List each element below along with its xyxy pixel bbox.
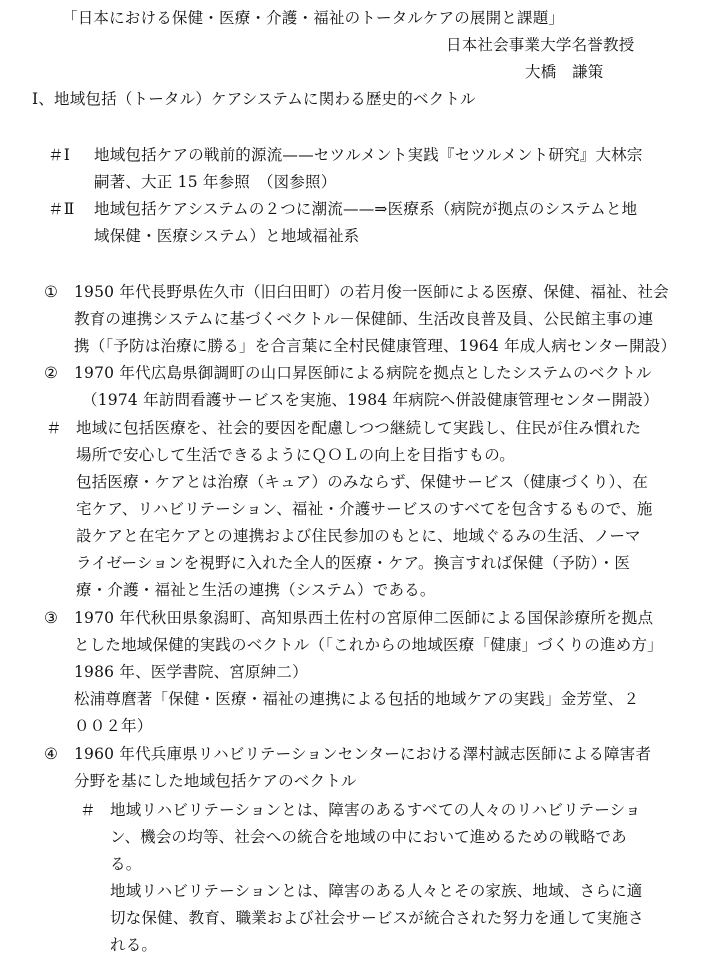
- document-title: 「日本における保健・医療・介護・福祉のトータルケアの展開と課題」: [62, 9, 565, 27]
- note-1-line: 地域に包括医療を、社会的要因を配慮しつつ継続して実践し、住民が住み慣れた: [76, 419, 642, 437]
- note-2-line: 切な保健、教育、職業および社会サービスが統合された努力を通して実施さ: [110, 909, 644, 927]
- section-heading: Ⅰ、地域包括（トータル）ケアシステムに関わる歴史的ベクトル: [32, 90, 476, 108]
- item-4-line: 分野を基にした地域包括ケアのベクトル: [74, 772, 357, 790]
- item-2-line: （1974 年訪問看護サービスを実施、1984 年病院へ併設健康管理センター開設）: [82, 391, 659, 409]
- item-1-line: 携（「予防は治療に勝る」を合言葉に全村民健康管理、1964 年成人病センター開設）: [74, 337, 677, 355]
- note-2-line: る。: [110, 855, 142, 873]
- sharp-item-2-line1: 地域包括ケアシステムの２つに潮流——⇒医療系（病院が拠点のシステムと地: [94, 200, 638, 218]
- item-1-mark: ①: [44, 283, 59, 301]
- note-1-line: 設ケアと在宅ケアとの連携および住民参加のもとに、地域ぐるみの生活、ノーマ: [76, 527, 641, 545]
- item-3-line: ００２年）: [74, 717, 153, 735]
- author-affiliation: 日本社会事業大学名誉教授: [446, 36, 635, 54]
- item-1-line: 1950 年代長野県佐久市（旧臼田町）の若月俊一医師による医療、保健、福祉、社会: [74, 283, 669, 301]
- item-2-line: 1970 年代広島県御調町の山口昇医師による病院を拠点としたシステムのベクトル: [74, 364, 652, 382]
- sharp-item-1-mark: ＃Ⅰ: [48, 146, 71, 164]
- item-4-mark: ④: [44, 745, 59, 763]
- note-1-line: 場所で安心して生活できるようにＱＯＬの向上を目指すもの。: [76, 446, 515, 464]
- item-3-line: 松浦尊麿著「保健・医療・福祉の連携による包括的地域ケアの実践」金芳堂、２: [74, 690, 640, 708]
- note-1-mark: ＃: [46, 419, 62, 437]
- note-2-line: ン、機会の均等、社会への統合を地域の中において進めるための戦略であ: [110, 828, 627, 846]
- note-2-line: 地域リハビリテーションとは、障害のある人々とその家族、地域、さらに適: [110, 882, 643, 900]
- note-1-line: 宅ケア、リハビリテーション、福祉・介護サービスのすべてを包含するもので、施: [76, 500, 653, 518]
- note-2-mark: ＃: [80, 801, 96, 819]
- item-4-line: 1960 年代兵庫県リハビリテーションセンターにおける澤村誠志医師による障害者: [74, 745, 652, 763]
- item-3-line: とした地域保健的実践のベクトル（「これからの地域医療「健康」づくりの進め方」: [74, 636, 663, 654]
- item-1-line: 教育の連携システムに基づくベクトル－保健師、生活改良普及員、公民館主事の連: [74, 310, 654, 328]
- sharp-item-1-line1: 地域包括ケアの戦前的源流——セツルメント実践『セツルメント研究』大林宗: [94, 146, 643, 164]
- sharp-item-2-line2: 域保健・医療システム）と地域福祉系: [94, 227, 360, 245]
- note-2-line: れる。: [110, 936, 158, 954]
- sharp-item-1-line2: 嗣著、大正 15 年参照 （図参照）: [94, 173, 337, 191]
- note-1-line: ライゼーションを視野に入れた全人的医療・ケア。換言すれば保健（予防）・医: [76, 554, 631, 572]
- sharp-item-2-mark: ＃Ⅱ: [48, 200, 75, 218]
- item-2-mark: ②: [44, 364, 59, 382]
- item-3-line: 1970 年代秋田県象潟町、高知県西土佐村の宮原伸二医師による国保診療所を拠点: [74, 609, 654, 627]
- item-3-mark: ③: [44, 609, 59, 627]
- note-2-line: 地域リハビリテーションとは、障害のあるすべての人々のリハビリテーショ: [110, 801, 641, 819]
- item-3-line: 1986 年、医学書院、宮原紳二）: [74, 663, 308, 681]
- note-1-line: 包括医療・ケアとは治療（キュア）のみならず、保健サービス（健康づくり）、在: [76, 473, 648, 491]
- author-name: 大橋 謙策: [525, 63, 604, 81]
- note-1-line: 療・介護・福祉と生活の連携（システム）である。: [76, 581, 436, 599]
